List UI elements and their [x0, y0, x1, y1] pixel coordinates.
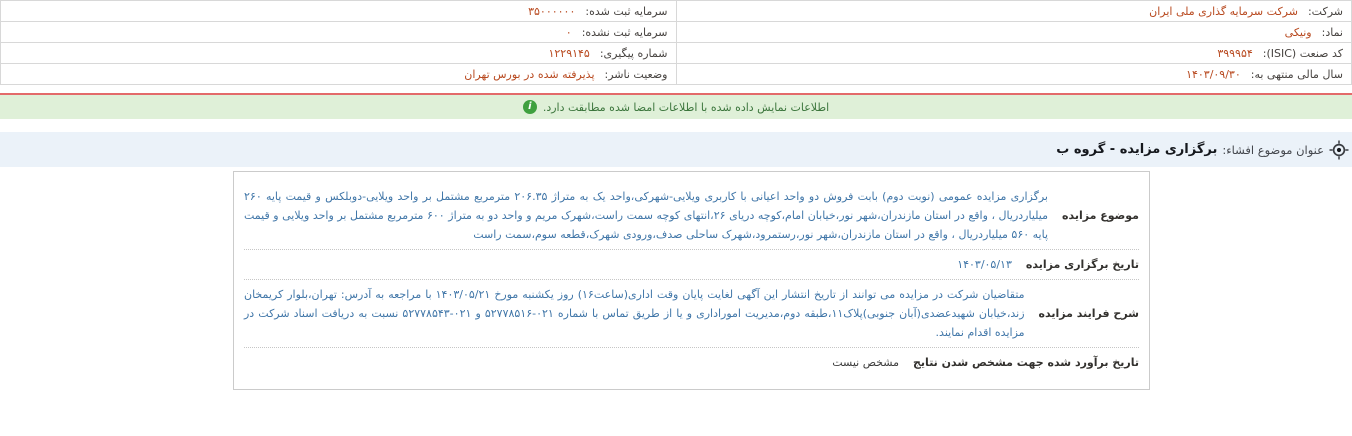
signature-match-notice [0, 95, 1352, 119]
auction-process-row [244, 280, 1139, 348]
fiscal-year-label: سال مالی منتهی به: [1250, 67, 1343, 81]
issuer-status-value: پذیرفته شده در بورس تهران [464, 67, 595, 81]
isic-value: ۳۹۹۹۵۴ [1217, 46, 1253, 60]
target-icon [1329, 140, 1349, 160]
company-info-table [0, 0, 1352, 85]
page-title: برگزاری مزایده - گروه ب [1056, 142, 1218, 157]
isic-label: کد صنعت (ISIC): [1262, 46, 1343, 60]
auction-details-box [233, 171, 1150, 390]
info-icon: i [523, 100, 537, 114]
auction-process-label: شرح فرایند مزایده [1038, 307, 1139, 320]
company-value: شرکت سرمایه گذاری ملی ایران [1149, 4, 1298, 18]
fiscal-year-value: ۱۴۰۳/۰۹/۳۰ [1186, 67, 1241, 81]
subject-label: عنوان موضوع افشاء: [1222, 142, 1324, 157]
auction-date-value: ۱۴۰۳/۰۵/۱۳ [957, 258, 1012, 271]
auction-subject-value: برگزاری مزایده عمومی (نوبت دوم) بابت فروش دو واحد اعیانی با کاربری ویلایی-شهرکی،واحد یک به متراژ ۲۰۶.۳۵ مترمربع مشتمل بر واحد ویلایی-دوبلکس و قیمت پایه ۲۶۰ میلیاردریال ، واقع در استان مازندران،شهر نور،خیابان امام،کوچه دریای ۲۶،انتهای کوچه سمت راست،شهرک مریم و واحد دو به متراژ ۶۰۰ مترمربع مشتمل بر واحد ویلایی و قیمت پایه ۵۶۰ میلیاردریال ، واقع در استان مازندران،شهر نور،رستمرود،شهرک ساحلی صدف،ورودی شهرک،قطعه سوم،سمت راست [244, 190, 1049, 241]
registered-capital-label: سرمایه ثبت شده: [585, 4, 668, 18]
auction-subject-row [244, 182, 1139, 250]
auction-date-row [244, 250, 1139, 280]
table-row [1, 64, 1352, 85]
company-label: شرکت: [1307, 4, 1343, 18]
table-row [1, 22, 1352, 43]
symbol-value: ونیکی [1284, 25, 1312, 39]
registered-capital-value: ۳۵۰۰۰۰۰۰ [528, 4, 576, 18]
table-row [1, 1, 1352, 22]
issuer-status-label: وضعیت ناشر: [604, 67, 668, 81]
unregistered-capital-value: ۰ [565, 25, 572, 39]
auction-date-label: تاریخ برگزاری مزایده [1025, 258, 1139, 271]
table-row [1, 43, 1352, 64]
unregistered-capital-label: سرمایه ثبت نشده: [581, 25, 668, 39]
tracking-number-label: شماره پیگیری: [599, 46, 668, 60]
disclosure-subject-header [0, 132, 1352, 167]
tracking-number-value: ۱۲۲۹۱۴۵ [548, 46, 590, 60]
symbol-label: نماد: [1321, 25, 1343, 39]
auction-process-value: متقاضیان شرکت در مزایده می توانند از تاریخ انتشار این آگهی لغایت پایان وقت اداری(ساعت۱۶) روز یکشنبه مورخ ۱۴۰۳/۰۵/۲۱ با مراجعه به آدرس: تهران،بلوار کریمخان زند،خیابان شهیدعضدی(آبان جنوبی)پلاک۱۱،طبقه دوم،مدیریت اموراداری و یا از طریق تماس با شماره ۰۲۱-۵۲۷۷۸۵۱۶ و ۰۲۱-۵۲۷۷۸۵۴۳ نسبت به دریافت اسناد شرکت در مزایده اقدام نمایند. [244, 288, 1025, 339]
results-date-label: تاریخ برآورد شده جهت مشخص شدن نتایج [913, 356, 1139, 369]
results-date-value: مشخص نیست [832, 356, 899, 369]
auction-subject-label: موضوع مزایده [1062, 209, 1139, 222]
results-date-row [244, 348, 1139, 377]
notice-text: اطلاعات نمایش داده شده با اطلاعات امضا شده مطابقت دارد. [542, 100, 830, 114]
